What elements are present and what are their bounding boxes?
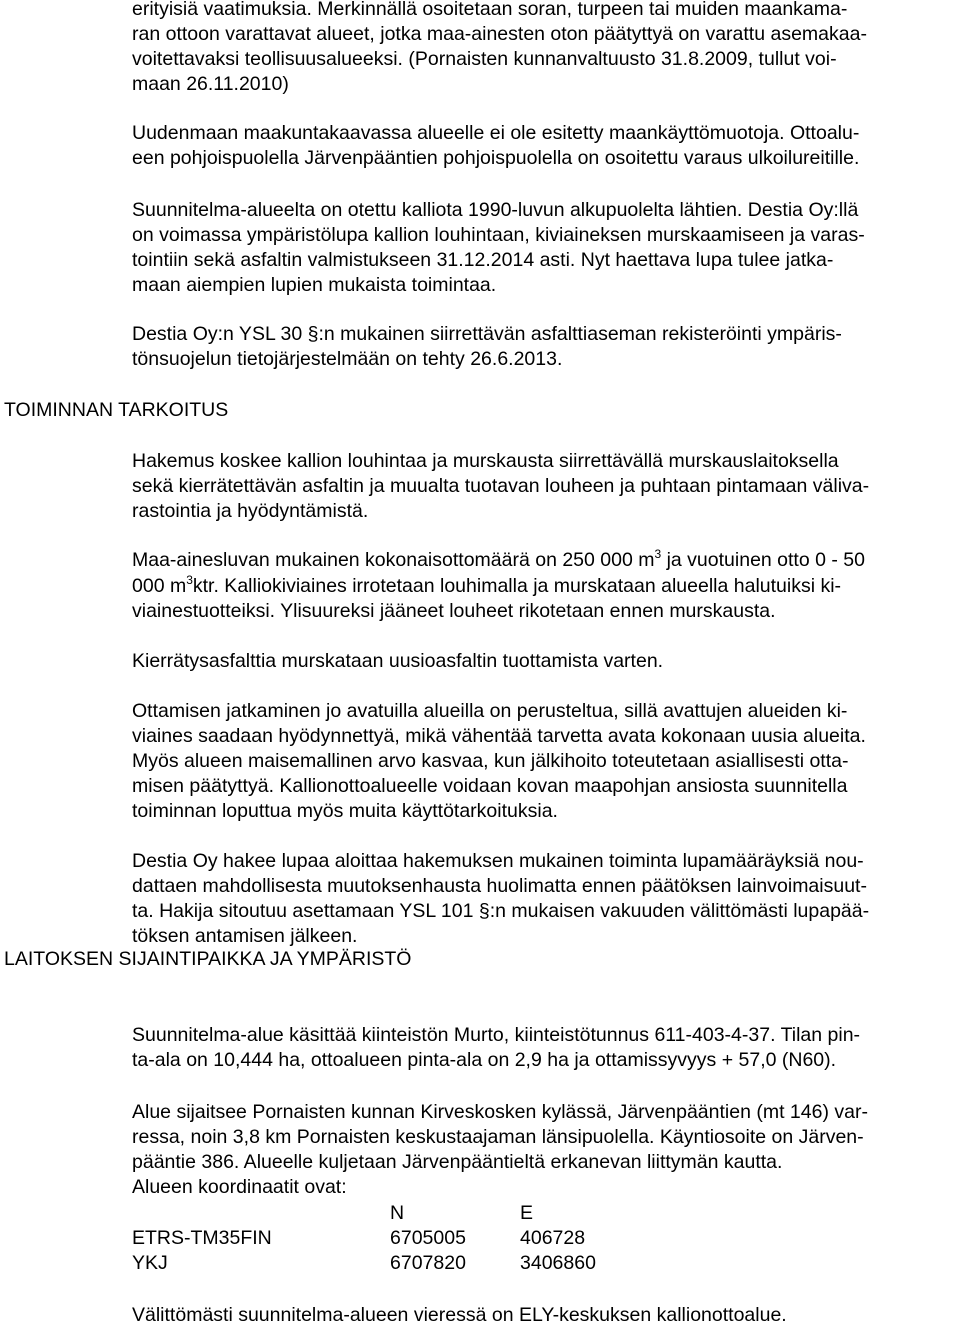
table-cell-n: 6707820 <box>390 1252 466 1274</box>
text-line: tönsuojelun tietojärjestelmään on tehty 26.6.2013. <box>132 348 563 370</box>
table-cell-e: 406728 <box>520 1227 586 1249</box>
text-line: viainestuotteiksi. Ylisuureksi jääneet louheet rikotetaan ennen murskausta. <box>132 600 776 622</box>
text-line: Uudenmaan maakuntakaavassa alueelle ei ole esitetty maankäyttömuotoja. Ottoalu- <box>132 122 860 144</box>
table-cell-n: 6705005 <box>390 1227 466 1249</box>
text-line: maan 26.11.2010) <box>132 73 289 95</box>
column-header-e: E <box>520 1202 534 1224</box>
text-line: Destia Oy hakee lupaa aloittaa hakemuksen mukainen toiminta lupamääräyksiä nou- <box>132 850 864 872</box>
text-line: viaines saadaan hyödynnettyä, mikä vähentää tarvetta avata kokonaan uusia alueita. <box>132 725 866 747</box>
text-line: rastointia ja hyödyntämistä. <box>132 500 369 522</box>
text-line: Myös alueen maisemallinen arvo kasvaa, kun jälkihoito toteutetaan asiallisesti otta- <box>132 750 849 772</box>
text-line: toiminnan loputtua myös muita käyttötarkoituksia. <box>132 800 558 822</box>
text-run: Maa-ainesluvan mukainen kokonaisottomäärä on 250 000 m <box>132 549 655 571</box>
section-heading-toiminnan-tarkoitus: TOIMINNAN TARKOITUS <box>4 399 229 421</box>
table-cell-system: ETRS-TM35FIN <box>132 1227 272 1249</box>
text-line <box>132 574 841 598</box>
text-line: on voimassa ympäristölupa kallion louhintaan, kiviaineksen murskaamiseen ja varas- <box>132 224 865 246</box>
text-line: Välittömästi suunnitelma-alueen vieressä on ELY-keskuksen kallionottoalue. <box>132 1304 787 1326</box>
text-line <box>132 548 865 572</box>
text-line: Hakemus koskee kallion louhintaa ja murskausta siirrettävällä murskauslaitoksella <box>132 450 839 472</box>
text-run: ktr. Kalliokiviaines irrotetaan louhimalla ja murskataan alueella halutuiksi ki- <box>192 575 842 597</box>
text-run: 000 m <box>132 575 187 597</box>
text-line: sekä kierrätettävän asfaltin ja muualta tuotavan louheen ja puhtaan pintamaan väliva- <box>132 475 870 497</box>
text-line: töksen antamisen jälkeen. <box>132 925 358 947</box>
text-line: tointiin sekä asfaltin valmistukseen 31.12.2014 asti. Nyt haettava lupa tulee jatka- <box>132 249 834 271</box>
text-line: Alueen koordinaatit ovat: <box>132 1176 347 1198</box>
table-cell-e: 3406860 <box>520 1252 596 1274</box>
text-line: Kierrätysasfalttia murskataan uusioasfaltin tuottamista varten. <box>132 650 664 672</box>
text-line: misen päätyttyä. Kallionottoalueelle voidaan kovan maapohjan ansiosta suunnitella <box>132 775 848 797</box>
text-line: ressa, noin 3,8 km Pornaisten keskustaajaman länsipuolella. Käyntiosoite on Järven- <box>132 1126 864 1148</box>
text-line: Suunnitelma-alueelta on otettu kalliota 1990-luvun alkupuolelta lähtien. Destia Oy:llä <box>132 199 859 221</box>
text-line: erityisiä vaatimuksia. Merkinnällä osoitetaan soran, turpeen tai muiden maankama- <box>132 0 848 20</box>
text-line: Ottamisen jatkaminen jo avatuilla alueilla on perusteltua, sillä avattujen alueiden ki- <box>132 700 848 722</box>
table-cell-system: YKJ <box>132 1252 168 1274</box>
text-line: dattaen mahdollisesta muutoksenhausta huolimatta ennen päätöksen lainvoimaisuut- <box>132 875 867 897</box>
text-line: ta. Hakija sitoutuu asettamaan YSL 101 §:n mukaisen vakuuden välittömästi lupapää- <box>132 900 870 922</box>
column-header-n: N <box>390 1202 405 1224</box>
superscript: 3 <box>654 546 662 561</box>
text-line: Suunnitelma-alue käsittää kiinteistön Murto, kiinteistötunnus 611-403-4-37. Tilan pin- <box>132 1024 861 1046</box>
text-line: pääntie 386. Alueelle kuljetaan Järvenpääntieltä erkanevan liittymän kautta. <box>132 1151 783 1173</box>
superscript: 3 <box>186 572 193 587</box>
text-line: Alue sijaitsee Pornaisten kunnan Kirveskosken kylässä, Järvenpääntien (mt 146) var- <box>132 1101 868 1123</box>
text-line: ran ottoon varattavat alueet, jotka maa-ainesten oton päätyttyä on varattu asemakaa- <box>132 23 867 45</box>
text-line: ta-ala on 10,444 ha, ottoalueen pinta-ala on 2,9 ha ja ottamissyvyys + 57,0 (N60). <box>132 1049 837 1071</box>
text-line: Destia Oy:n YSL 30 §:n mukainen siirrettävän asfalttiaseman rekisteröinti ympäris- <box>132 323 842 345</box>
text-line: voitettavaksi teollisuusalueeksi. (Pornaisten kunnanvaltuusto 31.8.2009, tullut voi- <box>132 48 837 70</box>
section-heading-sijaintipaikka: LAITOKSEN SIJAINTIPAIKKA JA YMPÄRISTÖ <box>4 948 412 970</box>
text-run: ja vuotuinen otto 0 - 50 <box>661 549 865 571</box>
text-line: een pohjoispuolella Järvenpääntien pohjoispuolella on osoitettu varaus ulkoilureitille. <box>132 147 860 169</box>
text-line: maan aiempien lupien mukaista toimintaa. <box>132 274 497 296</box>
